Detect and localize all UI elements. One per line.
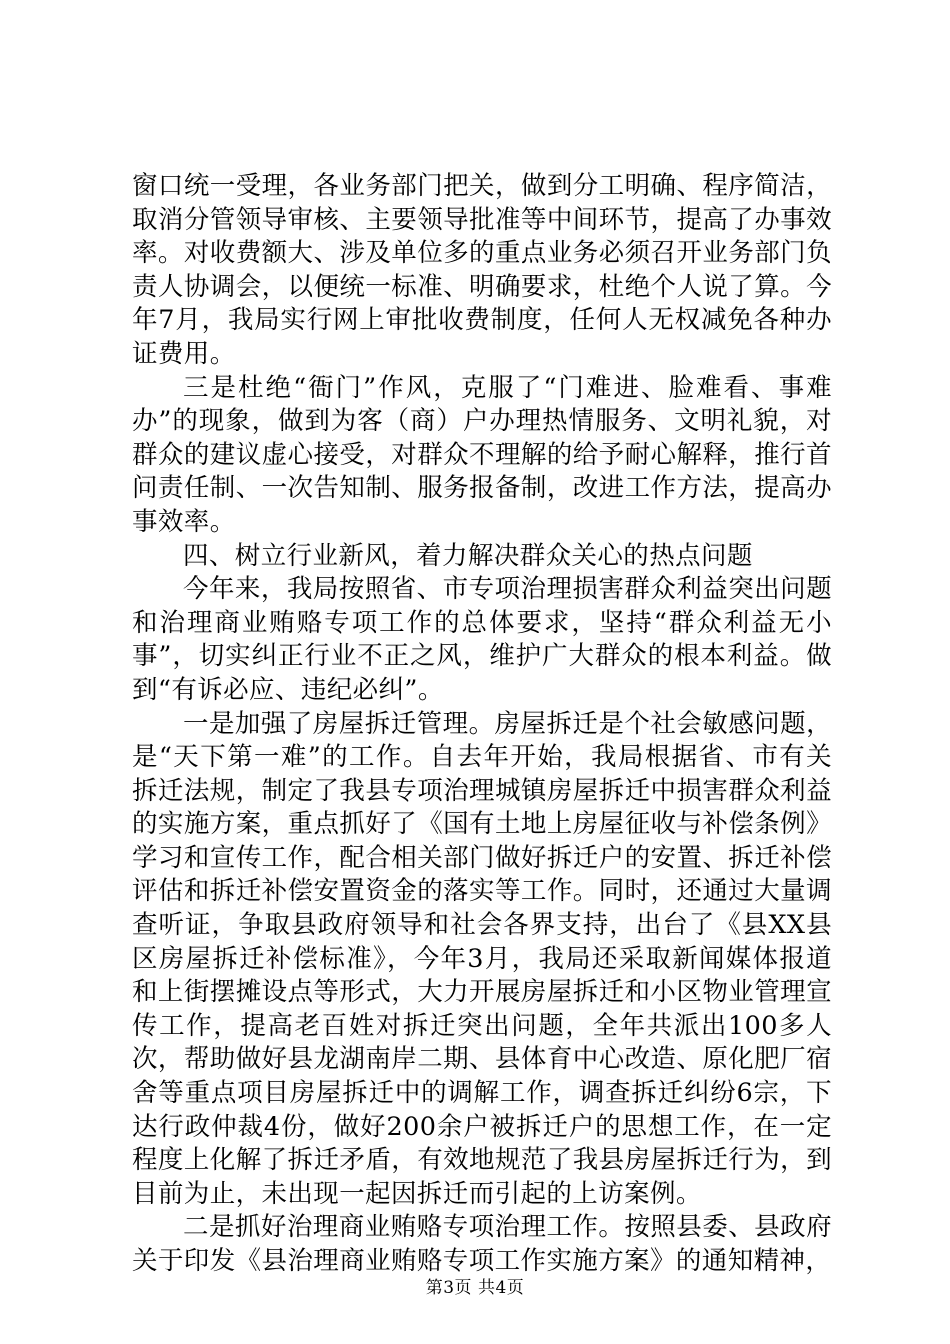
paragraph-5: 二是抓好治理商业贿赂专项治理工作。按照县委、县政府关于印发《县治理商业贿赂专项工作实施方案》的通知精神， <box>132 1212 832 1276</box>
paragraph-1: 窗口统一受理，各业务部门把关，做到分工明确、程序简洁，取消分管领导审核、主要领导批准等中间环节，提高了办事效率。对收费额大、涉及单位多的重点业务必须召开业务部门负责人协调会，以便统一标准、明确要求，杜绝个人说了算。今年7月，我局实行网上审批收费制度，任何人无权减免各种办证费用。 <box>132 171 832 369</box>
paragraph-4: 一是加强了房屋拆迁管理。房屋拆迁是个社会敏感问题，是“天下第一难”的工作。自去年开始，我局根据省、市有关拆迁法规，制定了我县专项治理城镇房屋拆迁中损害群众利益的实施方案，重点抓好了《国有土地上房屋征收与补偿条例》学习和宣传工作，配合相关部门做好拆迁户的安置、拆迁补偿评估和拆迁补偿安置资金的落实等工作。同时，还通过大量调查听证，争取县政府领导和社会各界支持，出台了《县XX县区房屋拆迁补偿标准》，今年3月，我局还采取新闻媒体报道和上街摆摊设点等形式，大力开展房屋拆迁和小区物业管理宣传工作，提高老百姓对拆迁突出问题，全年共派出100多人次，帮助做好县龙湖南岸二期、县体育中心改造、原化肥厂宿舍等重点项目房屋拆迁中的调解工作，调查拆迁纠纷6宗，下达行政仲裁4份，做好200余户被拆迁户的思想工作，在一定程度上化解了拆迁矛盾，有效地规范了我县房屋拆迁行为，到目前为止，未出现一起因拆迁而引起的上访案例。 <box>132 708 832 1209</box>
document-body <box>132 170 832 1279</box>
page-footer: 第3页 共4页 <box>425 1278 525 1298</box>
section-heading: 四、树立行业新风，着力解决群众关心的热点问题 <box>183 540 753 571</box>
paragraph-3: 今年来，我局按照省、市专项治理损害群众利益突出问题和治理商业贿赂专项工作的总体要求，坚持“群众利益无小事”，切实纠正行业不正之风，维护广大群众的根本利益。做到“有诉必应、违纪必纠”。 <box>132 574 832 705</box>
paragraph-2: 三是杜绝“衙门”作风，克服了“门难进、脸难看、事难办”的现象，做到为客（商）户办理热情服务、文明礼貌，对群众的建议虚心接受，对群众不理解的给予耐心解释，推行首问责任制、一次告知制、服务报备制，改进工作方法，提高办事效率。 <box>132 372 832 537</box>
